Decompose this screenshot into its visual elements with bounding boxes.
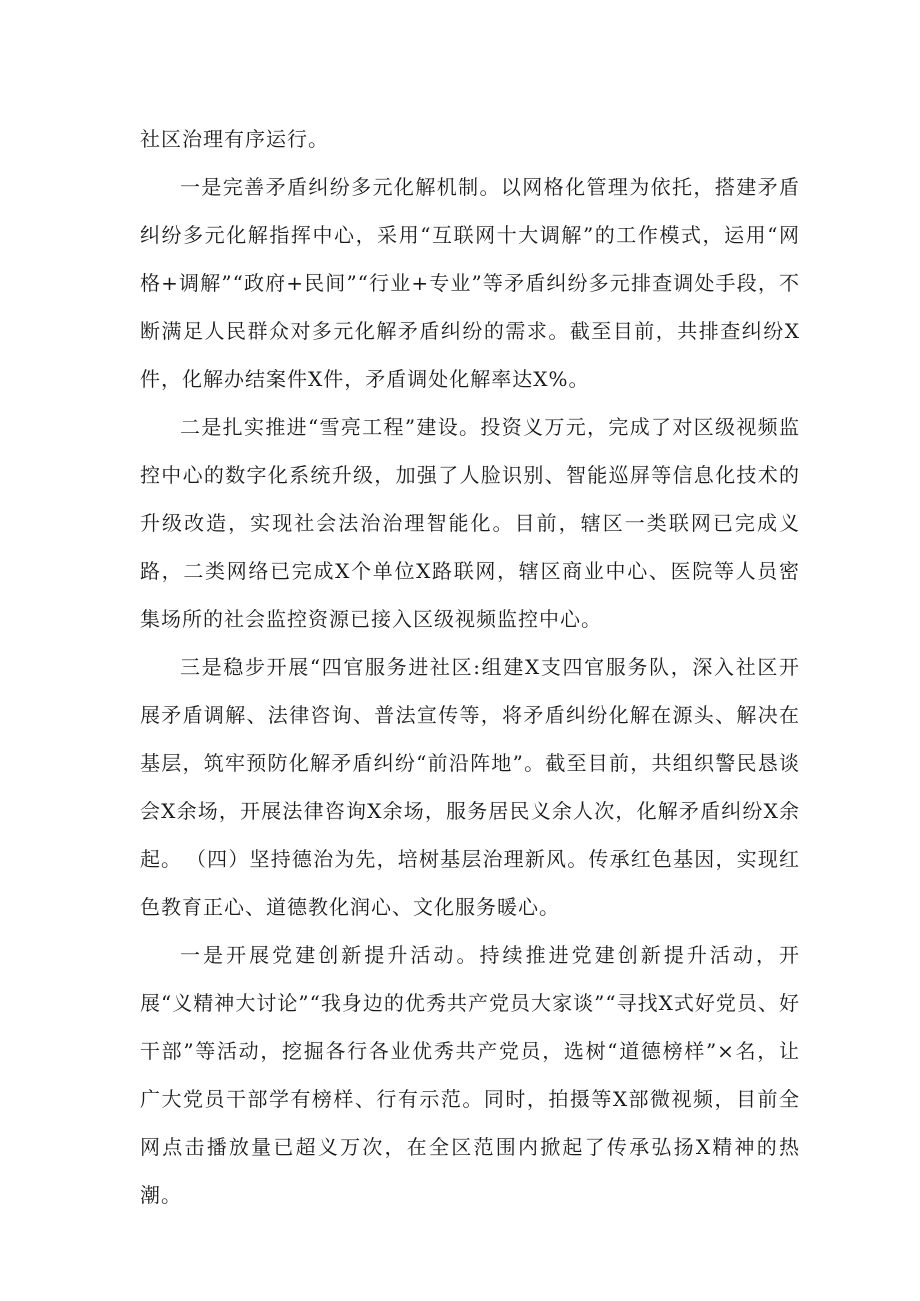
section-heading-moral-governance: （四）坚持德治为先，培树基层治理新风。传承红色基因，实现红色教育正心、道德教化润心、文化服务暖心。 <box>140 847 800 919</box>
paragraph-four-officials-service: 三是稳步开展“四官服务进社区:组建X支四官服务队，深入社区开展矛盾调解、法律咨询、普法宣传等，将矛盾纠纷化解在源头、解决在基层，筑牢预防化解矛盾纠纷“前沿阵地”。截至目前，共组织警民恳谈会X余场，开展法律咨询X余场，服务居民义余人次，化解矛盾纠纷X余起。 <box>140 655 800 871</box>
paragraph-continuation: 社区治理有序运行。 <box>140 127 329 151</box>
paragraph-party-building: 一是开展党建创新提升活动。持续推进党建创新提升活动，开展“义精神大讨论”“我身边的优秀共产党员大家谈”“寻找X式好党员、好干部”等活动，挖掘各行各业优秀共产党员，选树“道德榜样”×名，让广大党员干部学有榜样、行有示范。同时，拍摄等X部微视频，目前全网点击播放量已超义万次，在全区范围内掀起了传承弘扬X精神的热潮。 <box>140 943 800 1207</box>
paragraph-xueliang-project: 二是扎实推进“雪亮工程”建设。投资义万元，完成了对区级视频监控中心的数字化系统升级，加强了人脸识别、智能巡屏等信息化技术的升级改造，实现社会法治治理智能化。目前，辖区一类联网已完成义路，二类网络已完成X个单位X路联网，辖区商业中心、医院等人员密集场所的社会监控资源已接入区级视频监控中心。 <box>140 415 800 631</box>
paragraph-dispute-resolution: 一是完善矛盾纠纷多元化解机制。以网格化管理为依托，搭建矛盾纠纷多元化解指挥中心，采用“互联网十大调解”的工作模式，运用“网格+调解”“政府+民间”“行业+专业”等矛盾纠纷多元排查调处手段，不断满足人民群众对多元化解矛盾纠纷的需求。截至目前，共排查纠纷X件，化解办结案件X件，矛盾调处化解率达X%。 <box>140 175 800 391</box>
